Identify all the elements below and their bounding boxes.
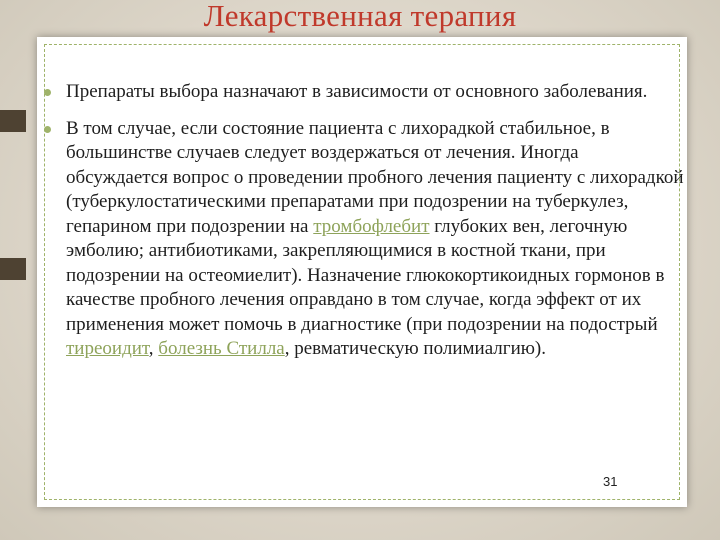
left-tab-marker bbox=[0, 110, 26, 132]
bullet-dot-icon bbox=[44, 89, 51, 96]
list-item bbox=[44, 80, 684, 105]
bullet-text: Препараты выбора назначают в зависимости от основного заболевания. bbox=[66, 81, 648, 102]
page-number: 31 bbox=[603, 474, 618, 489]
bullet-text-part: , bbox=[148, 338, 159, 359]
bullet-dot-icon bbox=[44, 126, 51, 133]
still-disease-link[interactable]: болезнь Стилла bbox=[158, 338, 285, 359]
bullet-text-part: , ревматическую полимиалгию). bbox=[284, 338, 547, 359]
bullet-text-part: глубоких вен, легочную эмболию; антибиотиками, закрепляющимися в костной ткани, при подозрении на остеомиелит). Назначение глюкокортикоидных гормонов в качестве пробного лечения оправдано в том случае, когда эффект от их применения может помочь в диагностике (при подозрении на подострый bbox=[66, 215, 665, 335]
left-tab-marker bbox=[0, 258, 26, 280]
bullet-text-part: В том случае, если состояние пациента с лихорадкой стабильное, в большинстве случаев следует воздержаться от лечения. Иногда обсуждается вопрос о проведении пробного лечения пациенту с лихорадкой (туберкулостатическими препаратами при подозрении на туберкулез, гепарином при подозрении на bbox=[66, 117, 684, 237]
thyroiditis-link[interactable]: тиреоидит bbox=[66, 338, 149, 359]
slide-title: Лекарственная терапия bbox=[203, 0, 517, 33]
bullet-list bbox=[44, 80, 684, 374]
list-item bbox=[44, 117, 684, 362]
thrombophlebitis-link[interactable]: тромбофлебит bbox=[313, 215, 430, 237]
